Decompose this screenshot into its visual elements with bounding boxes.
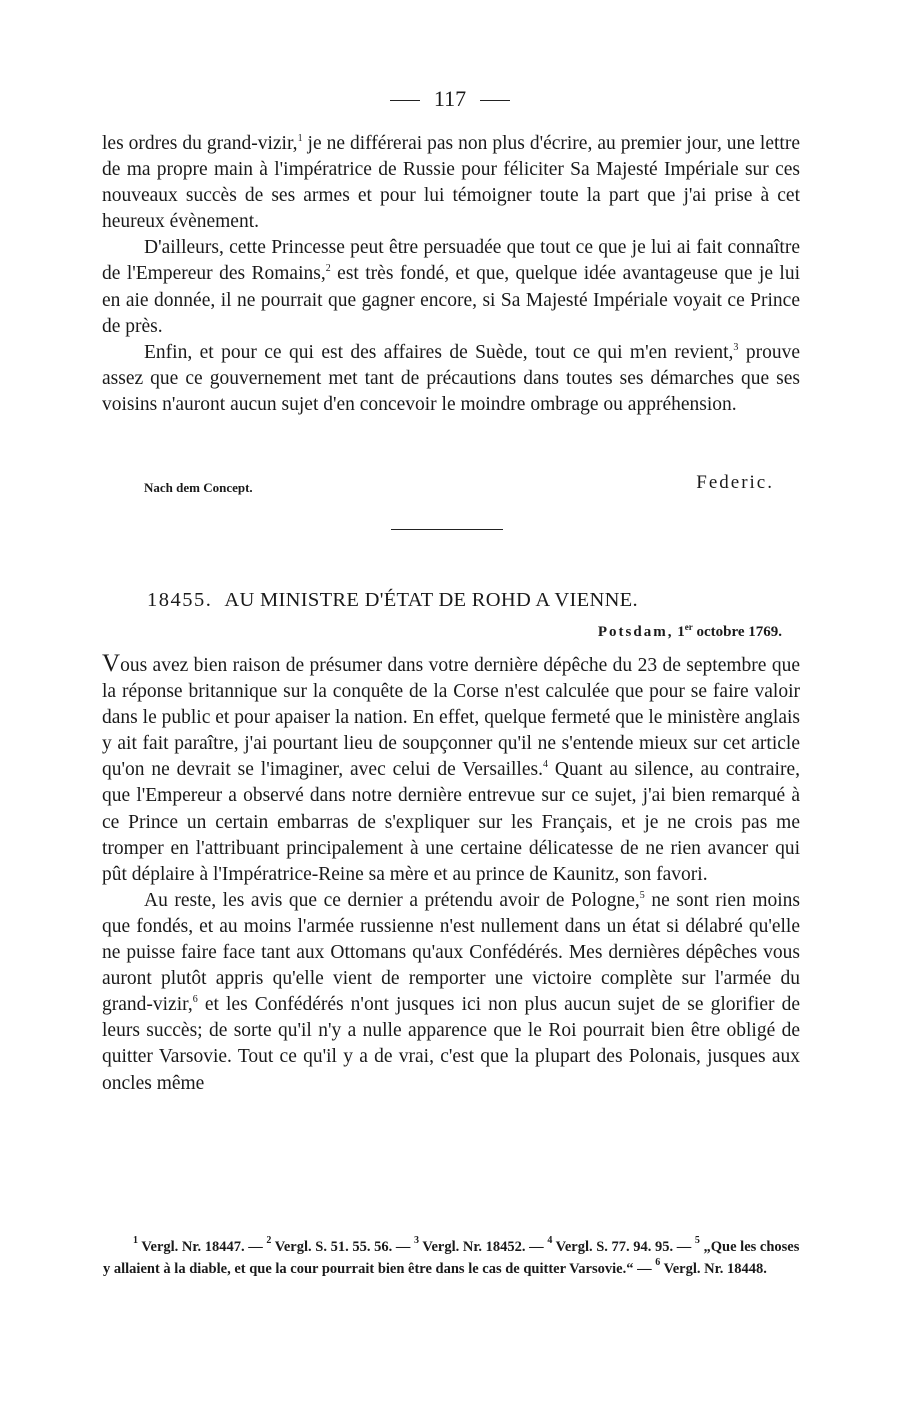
footnote-text: Vergl. S. 51. 55. 56. — [271,1239,414,1255]
dateline-day: 1 [677,624,685,640]
footnote-ref: 6 [192,994,198,1006]
paragraph-text: Enfin, et pour ce qui est des affaires de Suède, tout ce qui m'en revient, [144,341,734,363]
paragraph-text: les ordres du grand-vizir, [102,133,298,154]
footnote-mark: 1 [133,1235,138,1246]
letter-continuation [102,131,800,418]
footnote-text: Vergl. Nr. 18452. — [418,1239,544,1255]
dateline-day-suffix: er [684,622,693,632]
letter-heading [147,589,638,612]
footnote-mark: 5 [694,1235,700,1246]
paragraph-text: Au reste, les avis que ce dernier a prétendu avoir de Pologne, [144,889,640,911]
paragraph-text: est très fondé, et que, quelque idée avantageuse que je lui en aie donnée, il ne pourrait que gagner encore, si Sa Majesté Impériale voyait ce Prince de près. [102,263,801,337]
footnote-ref: 2 [325,263,331,275]
source-note: Nach dem Concept. [144,480,253,495]
paragraph-text: ne sont rien moins que fondés, et au moins l'armée russienne n'est nullement dans un état si délabré qu'elle ne puisse faire face tant aux Ottomans qu'aux Confédérés. Mes dernières dépêches vous auront plutôt appris qu'elle vient de remporter une victoire complète sur l'armée du grand-vizir, [102,889,800,1016]
section-divider [391,529,503,530]
footnote-text: Vergl. Nr. 18448. [660,1261,767,1277]
dateline-date: octobre 1769. [692,624,782,640]
initial-letter: V [102,650,121,677]
footnote-ref: 5 [639,889,645,901]
signature: Federic. [696,472,774,493]
paragraph-text: ous avez bien raison de présumer dans votre dernière dépêche du 23 de septembre que la réponse britannique sur la conquête de la Corse n'est calculée que pour se faire valoir dans le public et pour apaiser la nation. En effet, quelque fermeté que le ministère anglais y ait fait paraître, j'ai pourtant lieu de soupçonner qu'il ne s'entende mieux sur cet article qu'on ne devrait se l'imaginer, avec celui de Versailles. [102,655,800,781]
paragraph-text: je ne différerai pas non plus d'écrire, au premier jour, une lettre de ma propre main à l'impératrice de Russie pour féliciter Sa Majesté Impériale sur ces nouveaux succès de ses armes et pour lui témoigner toute la part que j'ai prise à cet heureux évènement. [102,133,800,233]
paragraph [102,651,800,888]
paragraph [102,131,800,235]
paragraph-text: prouve assez que ce gouvernement met tant de précautions dans toutes ses démarches que ses voisins n'auront aucun sujet d'en concevoir le moindre ombrage ou appréhension. [102,341,800,415]
letter-title: AU MINISTRE D'ÉTAT DE ROHD A VIENNE. [224,589,638,611]
footnote-mark: 2 [266,1235,272,1246]
footnote-text: „Que les choses y allaient à la diable, et que la cour pourrait bien être dans le cas de quitter Varsovie.“ — [103,1239,800,1277]
page-header [0,86,900,112]
page-number: 117 [433,86,467,111]
footnote-ref: 1 [297,133,303,144]
footnotes [103,1236,800,1280]
signature-row [144,470,774,498]
paragraph-text: D'ailleurs, cette Princesse peut être persuadée que tout ce que je lui ai fait connaître de l'Empereur des Romains, [102,237,800,285]
footnote-mark: 4 [547,1235,553,1246]
letter-number: 18455. [147,589,213,611]
letter-body [102,651,800,1097]
header-rule-right [480,100,510,101]
footnote-mark: 3 [413,1235,419,1246]
footnote-text: Vergl. Nr. 18447. — [138,1239,267,1255]
paragraph [102,235,800,339]
footnote-ref: 3 [733,341,739,353]
paragraph-text: et les Confédérés n'ont jusques ici non plus aucun sujet de se glorifier de leurs succès; de sorte qu'il n'y a nulle apparence que le Roi pourrait bien être obligé de quitter Varsovie. Tout ce qu'il y a de vrai, c'est que la plupart des Polonais, jusques aux oncles même [102,994,800,1094]
paragraph [102,888,800,1097]
dateline [598,622,782,641]
footnote-ref: 4 [542,759,548,771]
dateline-place: Potsdam, [597,624,674,640]
footnote-text: Vergl. S. 77. 94. 95. — [552,1239,695,1255]
paragraph-text: Quant au silence, au contraire, que l'Empereur a observé dans notre dernière entrevue sur ce sujet, j'ai bien remarqué à ce Prince un certain embarras de s'expliquer sur les Français, et je ne crois pas me tromper en l'attribuant principalement à une certaine délicatesse de ne rien avancer qui pût déplaire à l'Impératrice-Reine sa mère et au prince de Kaunitz, son favori. [102,759,800,885]
footnote-mark: 6 [655,1257,661,1268]
header-rule-left [390,100,420,101]
footnote-line [103,1236,800,1280]
paragraph [102,340,800,418]
